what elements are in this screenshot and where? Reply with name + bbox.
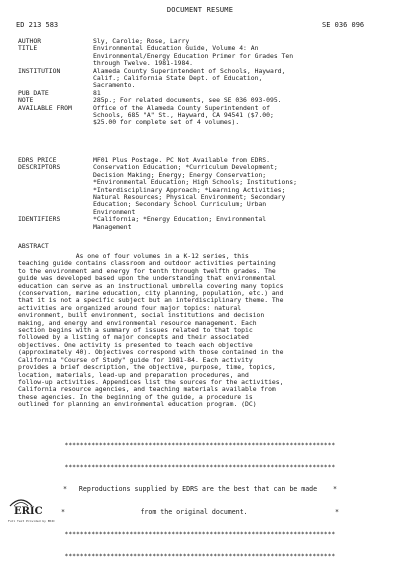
meta-value (93, 105, 398, 127)
meta-label: AUTHOR (18, 37, 42, 45)
meta-value-line: *Interdisciplinary Approach; *Learning Activities; (93, 185, 286, 194)
meta-label: EDRS PRICE (18, 156, 57, 164)
meta-value (93, 164, 398, 216)
abstract-line: that it is not a specific subject but an interdisciplinary theme. The (18, 296, 284, 305)
meta-label: IDENTIFIERS (18, 215, 61, 224)
abstract-line: California resource agencies, and teaching materials available from (18, 385, 276, 394)
meta-value-line: Calif.; California State Dept. of Education, (93, 74, 263, 83)
abstract-line: to the environment and energy for tenth through twelfth grades. The (18, 266, 276, 275)
meta-row-descriptors (18, 164, 398, 216)
ed-number: ED 213 583 (16, 21, 59, 29)
meta-label: DESCRIPTORS (18, 163, 61, 172)
meta-value-line: Sly, Carolie; Rose, Larry (93, 37, 190, 45)
metadata-top (18, 38, 398, 127)
abstract-line: guide was developed based upon the understanding that environmental (18, 274, 276, 283)
abstract-heading: ABSTRACT (18, 242, 49, 250)
se-number: SE 036 096 (322, 21, 365, 29)
meta-value (93, 68, 398, 90)
abstract-line: these agencies. In the beginning of the guide, a procedure is (18, 392, 253, 401)
meta-value-line: Environmental Education Guide, Volume 4: An (93, 44, 259, 53)
meta-value-line: through Twelve. 1981-1984. (93, 59, 194, 68)
side-star: * (333, 485, 337, 494)
meta-value-line: Environment (93, 207, 136, 216)
meta-label: INSTITUTION (18, 66, 61, 75)
star-border-top: *********************************************************************** (64, 441, 336, 449)
meta-value-line: 285p.; For related documents, see SE 036 093-095. (93, 96, 282, 105)
abstract-line: California "Course of Study" guide for 1981-84. Each activity (18, 355, 253, 364)
abstract-body (18, 253, 390, 409)
abstract-line: (approximately 40). Objectives correspond with those contained in the (18, 348, 284, 357)
meta-value-line: MF01 Plus Postage. PC Not Available from EDRS. (93, 156, 270, 164)
meta-label: AVAILABLE FROM (18, 103, 72, 112)
repro-line-2 (0, 508, 400, 516)
abstract-line: teaching guide contains classroom and outdoor activities pertaining (18, 259, 276, 268)
meta-value-line: Environmental/Energy Education Primer for Grades Ten (93, 51, 294, 60)
abstract-line: As one of four volumes in a K-12 series, this (18, 252, 249, 260)
meta-value-line: Schools, 685 "A" St., Hayward, CA 94541 ($7.00; (93, 111, 274, 120)
abstract-line: section begins with a summary of issues related to that topic (18, 326, 253, 335)
abstract-line: followed by a listing of major concepts and their associated (18, 333, 249, 342)
meta-value (93, 45, 398, 67)
meta-row-available-from (18, 105, 398, 127)
meta-label: NOTE (18, 96, 34, 105)
meta-label: TITLE (18, 44, 38, 53)
abstract-line: follow-up activities. Appendices list the sources for the activities, (18, 377, 284, 386)
meta-value (93, 216, 398, 231)
meta-value-line: 81 (93, 88, 101, 97)
abstract-line: making, and energy and environmental resource management. Each (18, 318, 257, 327)
meta-value-line: Education; Secondary School Curriculum; Urban (93, 200, 267, 209)
metadata-descriptors (18, 157, 398, 231)
repro-line-1 (0, 485, 400, 493)
meta-value-line: Decision Making; Energy; Energy Conservation; (93, 170, 267, 179)
side-star: * (61, 508, 66, 517)
star-border-bottom-2: *********************************************************************** (64, 552, 336, 560)
meta-label: PUB DATE (18, 88, 49, 97)
meta-value-line: *California; *Energy Education; Environmental (93, 215, 267, 224)
meta-value-line: Natural Resources; Physical Environment; Secondary (93, 193, 286, 202)
meta-value-line: Alameda County Superintendent of Schools, Hayward, (93, 66, 286, 75)
eric-logo (8, 496, 55, 526)
meta-row-institution (18, 68, 398, 90)
star-border-bottom: *********************************************************************** (64, 531, 336, 539)
meta-value-line: Sacramento. (93, 81, 136, 90)
reproduction-notice (0, 427, 400, 567)
eric-logo-subtitle: Full Text Provided by ERIC (8, 519, 55, 523)
meta-value-line: Conservation Education; *Curriculum Development; (93, 163, 278, 172)
meta-value-line: $25.00 for complete set of 4 volumes). (93, 118, 240, 127)
side-star: * (334, 508, 339, 517)
abstract-line: objectives. One activity is presented to teach each objective (18, 340, 253, 349)
star-border-top-2: *********************************************************************** (64, 463, 336, 471)
meta-value-line: Office of the Alameda County Superintendent of (93, 103, 270, 112)
abstract-line: environment, built environment, social institutions and decision (18, 311, 265, 320)
abstract-line: education can serve as an instructional umbrella covering many topics (18, 281, 284, 290)
repro-text-2: from the original document. (140, 508, 248, 517)
abstract-line: outlined for planning an environmental education program. (DC) (18, 400, 257, 409)
meta-row-title (18, 45, 398, 67)
eric-logo-text: ERIC (14, 506, 43, 517)
meta-value-line: *Environmental Education; High Schools; Institutions; (93, 178, 297, 187)
abstract-line: (conservation, marine education, city planning, population, etc.) and (18, 289, 284, 298)
abstract-line: location, materials, lead-up and preparation procedures, and (18, 370, 249, 379)
repro-text-1: Reproductions supplied by EDRS are the best that can be made (78, 485, 318, 494)
abstract-line: activities are organized around four major topics: natural (18, 303, 242, 312)
meta-row-identifiers (18, 216, 398, 231)
side-star: * (63, 485, 67, 494)
abstract-line: provides a brief description, the objective, purpose, time, topics, (18, 363, 276, 372)
meta-value-line: Management (93, 222, 132, 231)
document-title: DOCUMENT RESUME (166, 6, 234, 14)
